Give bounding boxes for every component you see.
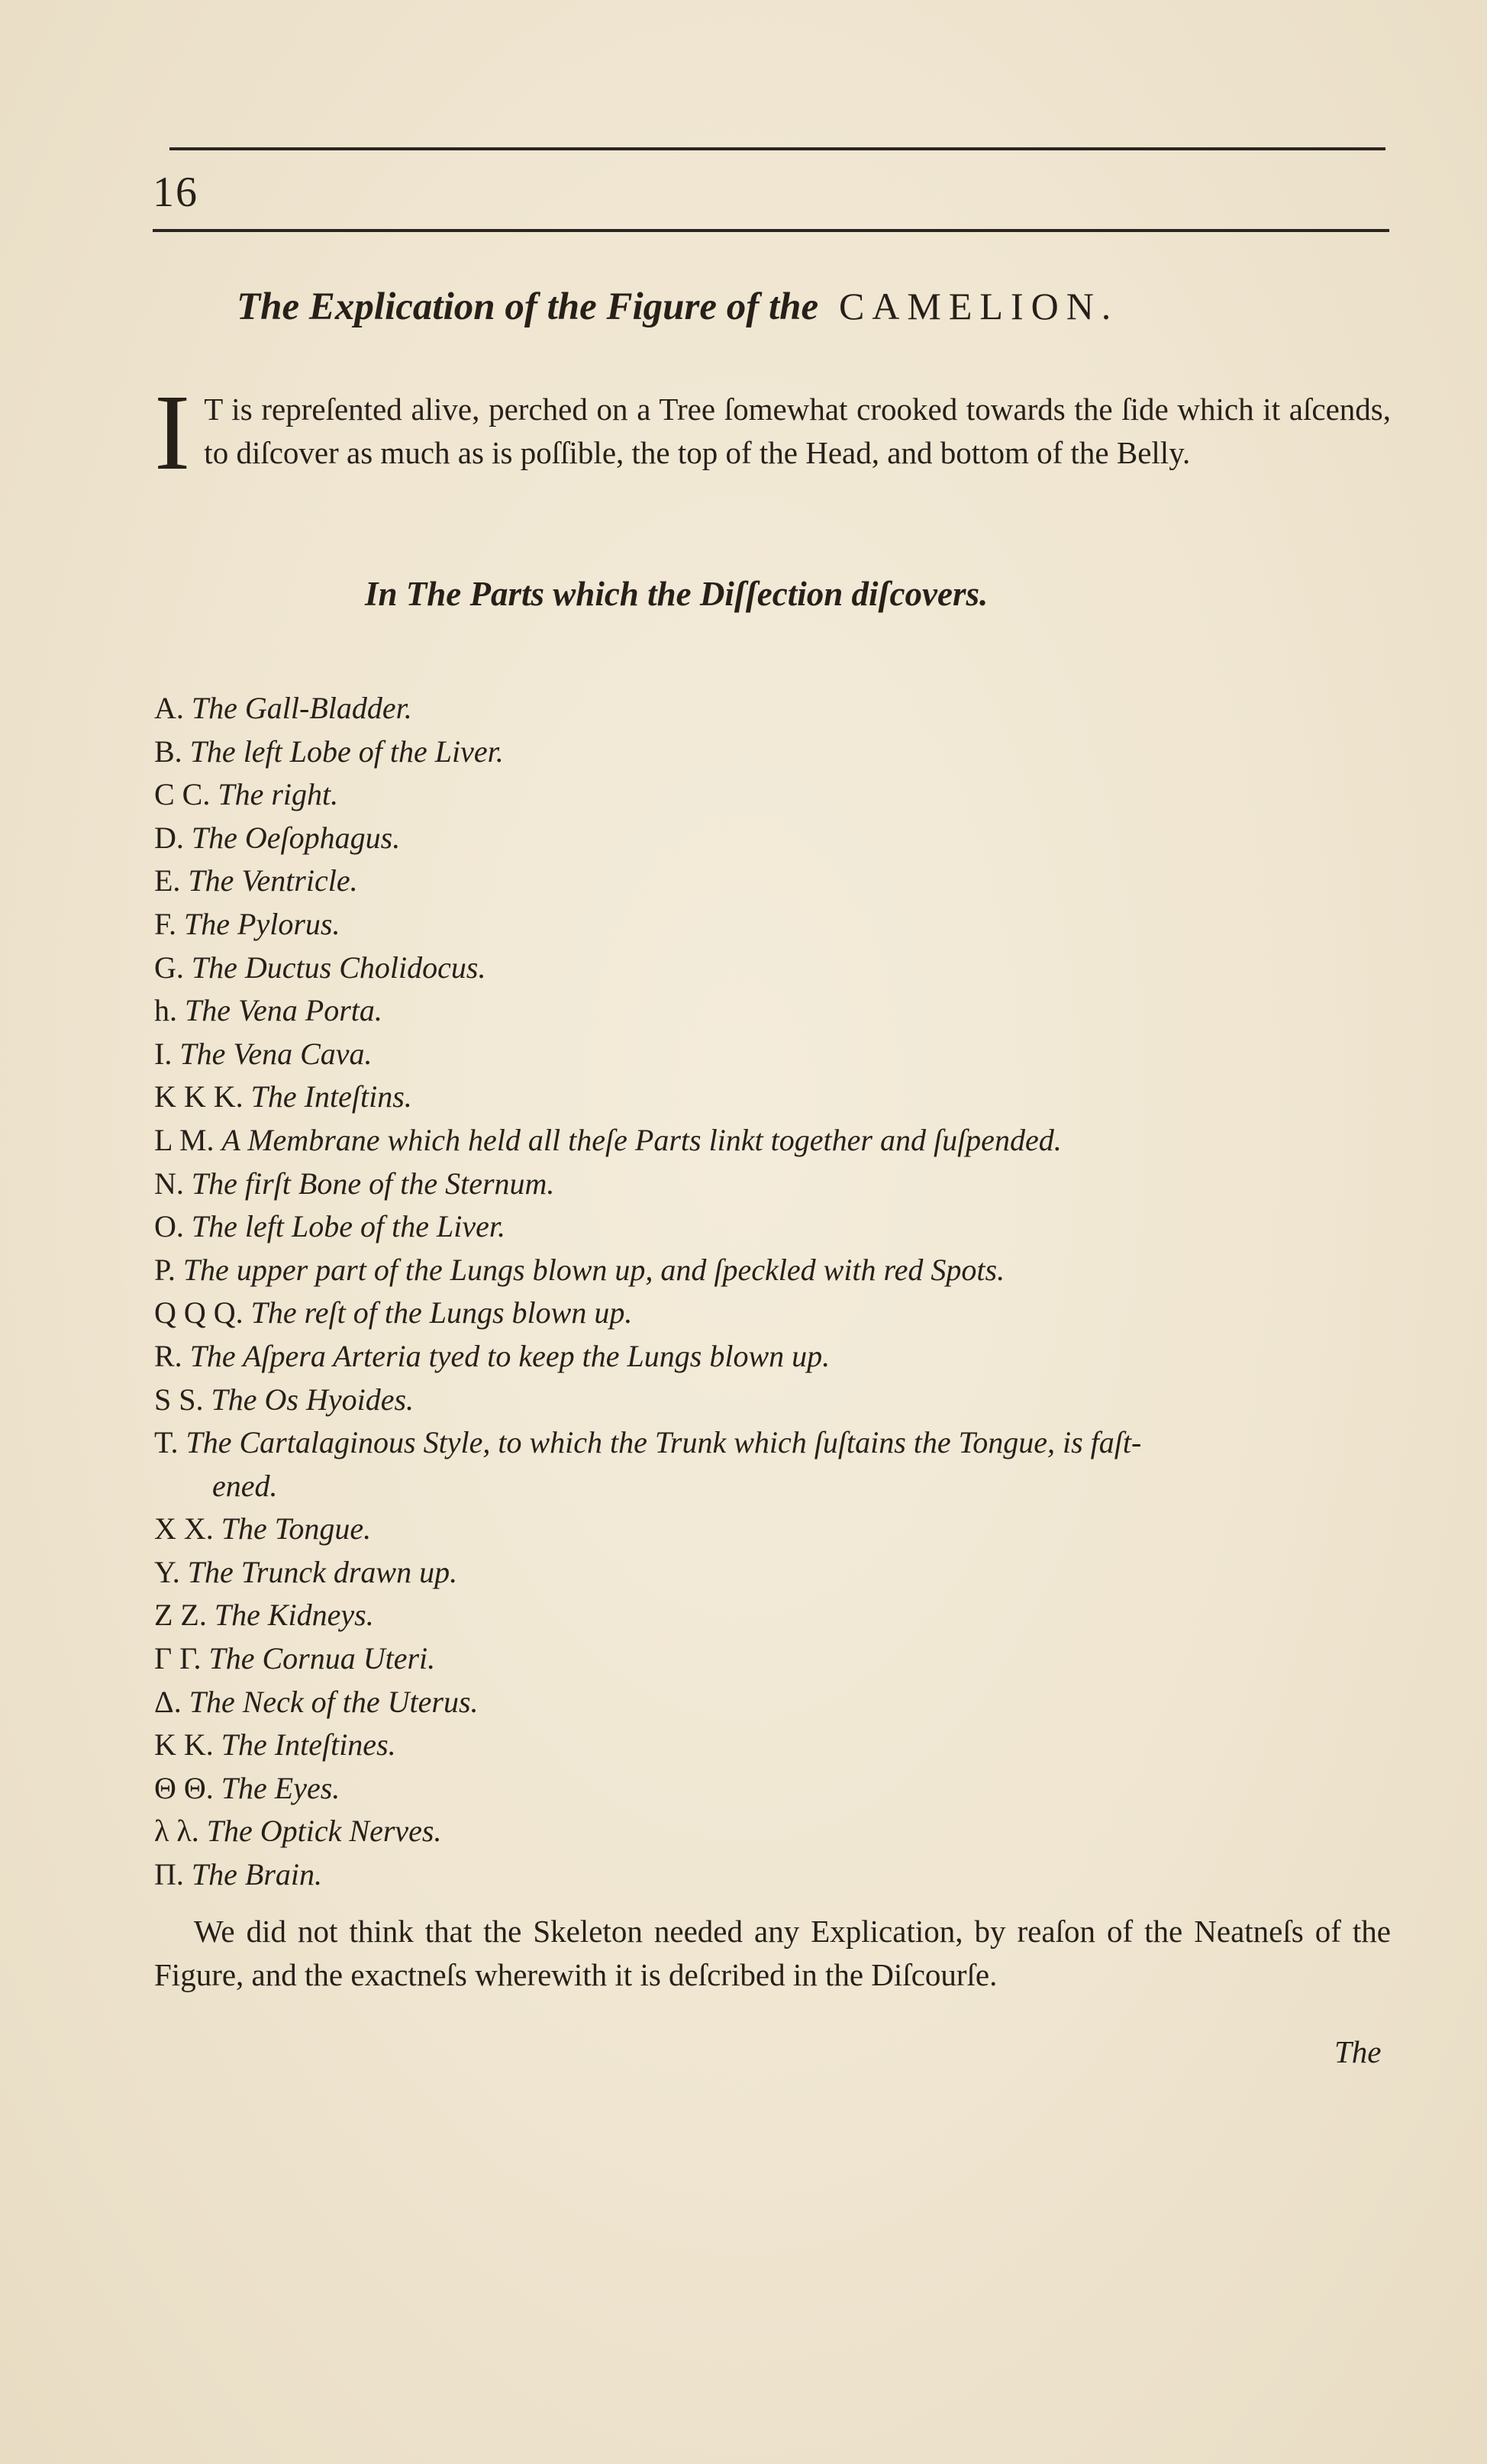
legend-key: R. <box>154 1338 190 1373</box>
drop-cap: I <box>154 372 191 492</box>
legend-key: X X. <box>154 1511 221 1546</box>
intro-text: T is repreſented alive, perched on a Tree ſomewhat crooked towards the ſide which it aſcends, to diſcover as much as is poſſible, the top of the Head, and bottom of the Belly. <box>204 392 1391 470</box>
legend-description: The Aſpera Arteria tyed to keep the Lungs blown up. <box>189 1338 831 1373</box>
legend-entry <box>154 1551 1406 1595</box>
page-number: 16 <box>153 169 198 216</box>
legend-entry <box>154 989 1406 1033</box>
closing-paragraph <box>154 1910 1391 1997</box>
legend-key: F. <box>154 906 185 941</box>
legend-description: The upper part of the Lungs blown up, and ſpeckled with red Spots. <box>182 1252 1005 1287</box>
legend-description: The left Lobe of the Liver. <box>191 1209 505 1244</box>
legend-entry <box>154 1163 1406 1206</box>
catchword: The <box>1334 2034 1382 2069</box>
legend-description: The Pylorus. <box>184 906 340 941</box>
legend-description: The Eyes. <box>221 1770 340 1805</box>
legend-description: The Os Hyoides. <box>211 1382 414 1417</box>
legend-description: The Cornua Uteri. <box>208 1641 436 1676</box>
legend-key: T. <box>154 1425 186 1460</box>
legend-description: The Inteſtines. <box>221 1727 396 1763</box>
legend-key: Θ Θ. <box>154 1770 221 1805</box>
legend-key: G. <box>154 950 192 985</box>
legend-entry <box>154 1379 1406 1422</box>
legend-entry <box>154 1853 1406 1897</box>
legend-description: The Trunck drawn up. <box>187 1554 458 1589</box>
legend-entry <box>154 1076 1406 1119</box>
legend-key: P. <box>154 1252 183 1287</box>
legend-entry <box>154 687 1406 730</box>
legend-description: The Inteſtins. <box>250 1079 412 1114</box>
legend-entry <box>154 1292 1406 1335</box>
legend-description: The Tongue. <box>221 1511 372 1546</box>
legend-key: K K. <box>154 1727 221 1763</box>
legend-key: C C. <box>154 777 218 812</box>
legend-entry <box>154 1249 1406 1292</box>
closing-text: We did not think that the Skeleton needed any Explication, by reaſon of the Neatneſs of the Figure, and the exactneſs wherewith it is deſcribed in the Diſcourſe. <box>154 1914 1391 1992</box>
legend-description: The right. <box>218 777 339 812</box>
page-title <box>237 284 1382 329</box>
header-rule-bottom <box>153 229 1389 232</box>
legend-entry <box>154 1637 1406 1681</box>
legend-entry <box>154 1335 1406 1379</box>
legend-description: The Vena Cava. <box>179 1036 373 1071</box>
legend-key: A. <box>154 691 192 725</box>
legend-entry <box>154 1508 1406 1551</box>
title-caps: CAMELION. <box>838 285 1119 327</box>
title-italic: The Explication of the Figure of the <box>237 285 819 328</box>
legend-entry <box>154 859 1406 903</box>
legend-entry <box>154 773 1406 817</box>
legend-key: Δ. <box>154 1684 189 1719</box>
legend-key: Z Z. <box>154 1598 215 1633</box>
legend-description: The reſt of the Lungs blown up. <box>250 1295 633 1330</box>
legend-description: The Ventricle. <box>188 863 358 898</box>
legend-entry <box>154 1119 1406 1163</box>
legend-key: Γ Γ. <box>154 1641 209 1676</box>
legend-description: The Neck of the Uterus. <box>189 1684 479 1719</box>
legend-description: The Vena Porta. <box>185 993 382 1028</box>
legend-description: The Kidneys. <box>214 1598 374 1633</box>
legend-entry <box>154 730 1406 774</box>
legend-key: E. <box>154 863 189 898</box>
legend-description: A Membrane which held all theſe Parts linkt together and ſuſpended. <box>221 1122 1062 1157</box>
legend-entry <box>154 947 1406 990</box>
legend-key: K K K. <box>154 1079 251 1114</box>
legend-description: The Oeſophagus. <box>191 820 401 855</box>
legend-key: h. <box>154 993 185 1028</box>
legend-description: The Gall-Bladder. <box>191 691 412 725</box>
legend-entry <box>154 1033 1406 1076</box>
legend-description: The Ductus Cholidocus. <box>191 950 486 985</box>
legend-key: Y. <box>154 1554 188 1589</box>
legend-key: B. <box>154 734 190 769</box>
legend-description: The Brain. <box>191 1857 323 1892</box>
legend-description: The left Lobe of the Liver. <box>189 734 504 769</box>
section-subheading: In The Parts which the Diſſection diſcovers. <box>365 575 989 613</box>
legend-key: λ λ. <box>154 1814 207 1849</box>
legend-entry <box>154 1205 1406 1249</box>
legend-entry <box>154 817 1406 860</box>
legend-key: Π. <box>154 1857 192 1892</box>
legend-entry <box>154 1421 1406 1508</box>
figure-legend <box>154 687 1406 1897</box>
legend-entry <box>154 903 1406 947</box>
legend-key: N. <box>154 1166 192 1201</box>
legend-entry <box>154 1681 1406 1724</box>
legend-entry <box>154 1767 1406 1811</box>
legend-entry <box>154 1594 1406 1637</box>
intro-paragraph <box>154 372 1391 492</box>
header-rule-top <box>169 147 1385 150</box>
legend-description: The Optick Nerves. <box>206 1814 442 1849</box>
legend-key: I. <box>154 1036 180 1071</box>
legend-continuation: ened. <box>212 1468 278 1503</box>
legend-key: O. <box>154 1209 192 1244</box>
legend-key: L M. <box>154 1122 222 1157</box>
legend-key: S S. <box>154 1382 211 1417</box>
legend-key: Q Q Q. <box>154 1295 251 1330</box>
legend-entry <box>154 1810 1406 1853</box>
legend-entry <box>154 1724 1406 1767</box>
legend-key: D. <box>154 820 192 855</box>
legend-description: The Cartalaginous Style, to which the Trunk which ſuſtains the Tongue, is faſt- <box>185 1425 1142 1460</box>
legend-description: The firſt Bone of the Sternum. <box>191 1166 555 1201</box>
